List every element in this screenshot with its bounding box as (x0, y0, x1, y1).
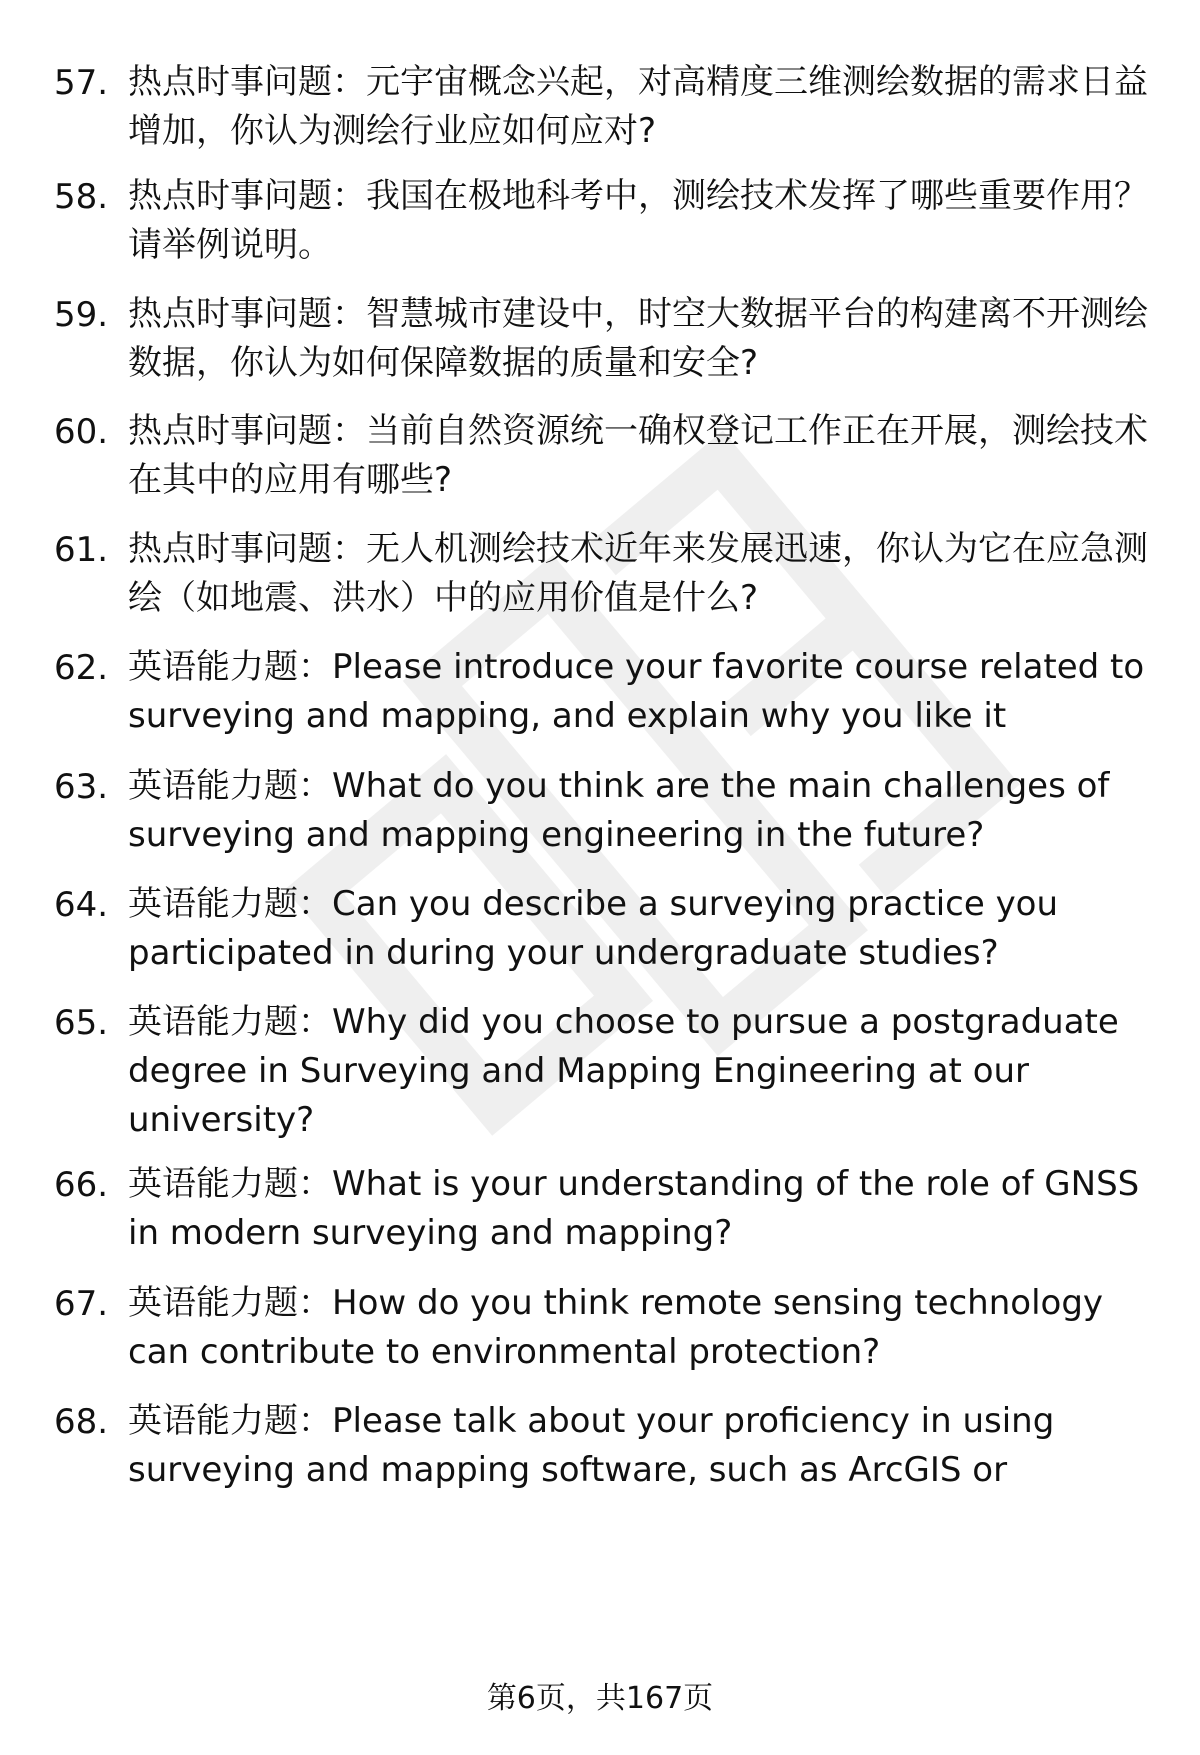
question-text: 热点时事问题：智慧城市建设中，时空大数据平台的构建离不开测绘数据，你认为如何保障数据的质量和安全? (128, 294, 1148, 383)
page-number-footer: 第6页，共167页 (486, 1681, 714, 1716)
question-number: 63. (54, 767, 109, 807)
question-number: 67. (54, 1284, 109, 1324)
question-number: 60. (54, 412, 109, 452)
question-text: 英语能力题：How do you think remote sensing technology can contribute to environmental protection? (128, 1283, 1104, 1372)
question-text: 热点时事问题：我国在极地科考中，测绘技术发挥了哪些重要作用？请举例说明。 (128, 176, 1148, 265)
question-text: 英语能力题：What do you think are the main challenges of surveying and mapping engineering in the future? (128, 766, 1110, 855)
question-number: 62. (54, 648, 109, 688)
question-number: 65. (54, 1003, 109, 1043)
question-text: 英语能力题：Why did you choose to pursue a postgraduate degree in Surveying and Mapping Engineering at our university? (128, 1002, 1119, 1140)
question-number: 58. (54, 177, 109, 217)
question-text: 热点时事问题：当前自然资源统一确权登记工作正在开展，测绘技术在其中的应用有哪些? (128, 411, 1148, 500)
question-text: 热点时事问题：无人机测绘技术近年来发展迅速，你认为它在应急测绘（如地震、洪水）中的应用价值是什么? (128, 529, 1148, 618)
question-text: 英语能力题：Please talk about your proficiency in using surveying and mapping software, such as ArcGIS or (128, 1401, 1055, 1490)
question-text: 英语能力题：Can you describe a surveying practice you participated in during your undergraduate studies? (128, 884, 1059, 973)
question-text: 英语能力题：Please introduce your favorite course related to surveying and mapping, and explain why you like it (128, 647, 1145, 736)
question-number: 64. (54, 885, 109, 925)
question-number: 68. (54, 1402, 109, 1442)
question-text: 热点时事问题：元宇宙概念兴起，对高精度三维测绘数据的需求日益增加，你认为测绘行业应如何应对? (128, 62, 1148, 151)
question-number: 66. (54, 1165, 109, 1205)
question-number: 59. (54, 295, 109, 335)
question-number: 61. (54, 530, 109, 570)
question-number: 57. (54, 63, 109, 103)
question-text: 英语能力题：What is your understanding of the role of GNSS in modern surveying and mapping? (128, 1164, 1140, 1253)
